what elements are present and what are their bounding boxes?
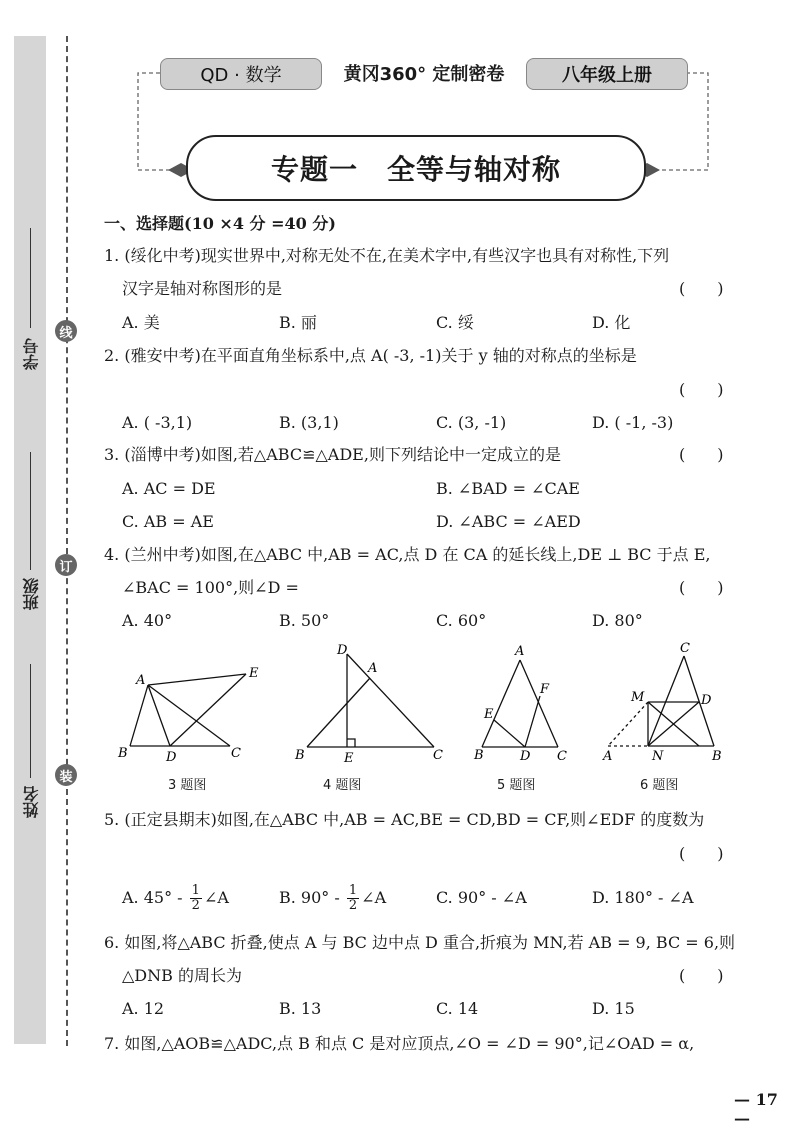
q5-option-a-angle: ∠A: [203, 888, 229, 907]
fig5-label-a: A: [515, 644, 525, 659]
topic-title-box: [186, 135, 646, 201]
fig4-seg-ba: [307, 678, 370, 747]
q1-line1: 1. (绥化中考)现实世界中,对称无处不在,在美术字中,有些汉字也具有对称性,下列: [104, 246, 670, 265]
q5-option-d[interactable]: D. 180° - ∠A: [592, 888, 694, 907]
q5-a-den: 2: [191, 898, 200, 913]
q4-option-d[interactable]: D. 80°: [592, 611, 643, 630]
fig4-label-c: C: [433, 748, 443, 763]
fig3-label-a: A: [136, 673, 146, 688]
brand-label: 黄冈360° 定制密卷: [343, 64, 505, 85]
fig6-label-b: B: [712, 749, 722, 764]
binding-mark-bind: 装: [55, 764, 77, 786]
fig4-label-a: A: [368, 661, 378, 676]
section-heading: 一、选择题(10 ×4 分 =40 分): [104, 214, 336, 233]
fig4-seg-dc: [347, 654, 434, 747]
q2-option-a[interactable]: A. ( -3,1): [122, 413, 193, 432]
fig5-label-f: F: [540, 682, 550, 697]
page-number: — 17 —: [734, 1090, 778, 1128]
fig6-caption: 6 题图: [640, 778, 679, 793]
q1-option-a[interactable]: A. 美: [122, 313, 160, 332]
binding-mark-staple: 订: [55, 554, 77, 576]
class-blank[interactable]: [30, 452, 31, 570]
q3-option-c[interactable]: C. AB = AE: [122, 512, 214, 531]
student-id-label: 学号: [22, 338, 41, 370]
q3-answer-blank[interactable]: ( ): [679, 445, 724, 464]
fig6-seg-ma: [608, 702, 648, 746]
fig3-seg-ab: [130, 685, 148, 746]
q2-option-b[interactable]: B. (3,1): [279, 413, 339, 432]
q5-answer-blank[interactable]: ( ): [679, 844, 724, 863]
fig5-label-d: D: [520, 749, 531, 764]
q4-option-b[interactable]: B. 50°: [279, 611, 330, 630]
fig3-seg-ad: [148, 685, 170, 746]
fig6-label-a: A: [603, 749, 613, 764]
fig3-label-d: D: [166, 750, 177, 765]
fig5-seg-df: [525, 696, 540, 747]
q2-option-d[interactable]: D. ( -1, -3): [592, 413, 674, 432]
q4-line1: 4. (兰州中考)如图,在△ABC 中,AB = AC,点 D 在 CA 的延长线上,DE ⊥ BC 于点 E,: [104, 545, 711, 564]
q6-option-a[interactable]: A. 12: [122, 999, 165, 1018]
fig5-label-c: C: [557, 749, 567, 764]
fig5-caption: 5 题图: [497, 778, 536, 793]
q1-option-d[interactable]: D. 化: [592, 313, 631, 332]
q2-line1: 2. (雅安中考)在平面直角坐标系中,点 A( -3, -1)关于 y 轴的对称点的坐标是: [104, 346, 637, 365]
fig4-caption: 4 题图: [323, 778, 362, 793]
fig3-label-e: E: [249, 666, 259, 681]
fig4-label-b: B: [295, 748, 305, 763]
q3-line1: 3. (淄博中考)如图,若△ABC≌△ADE,则下列结论中一定成立的是: [104, 445, 561, 464]
q5-option-b-angle: ∠A: [361, 888, 387, 907]
fig3-caption: 3 题图: [168, 778, 207, 793]
q5-option-a-fraction: [190, 884, 202, 913]
q6-option-b[interactable]: B. 13: [279, 999, 322, 1018]
fig6-label-m: M: [631, 690, 645, 705]
fig6-label-n: N: [652, 749, 664, 764]
q5-option-b[interactable]: [279, 880, 386, 916]
q6-line2: △DNB 的周长为: [122, 966, 242, 985]
fig4-label-e: E: [344, 751, 354, 766]
fig4-label-d: D: [337, 643, 348, 658]
q1-line2: 汉字是轴对称图形的是: [122, 279, 283, 298]
name-blank[interactable]: [30, 664, 31, 778]
q4-option-a[interactable]: A. 40°: [122, 611, 173, 630]
q1-option-b[interactable]: B. 丽: [279, 313, 317, 332]
q1-answer-blank[interactable]: ( ): [679, 279, 724, 298]
q2-answer-blank[interactable]: ( ): [679, 380, 724, 399]
q5-a-num: 1: [191, 883, 200, 898]
fig5-label-e: E: [484, 707, 494, 722]
fig3-seg-ae: [148, 674, 246, 685]
q3-option-a[interactable]: A. AC = DE: [122, 479, 216, 498]
fig6-label-c: C: [680, 641, 690, 656]
q5-option-c[interactable]: C. 90° - ∠A: [436, 888, 527, 907]
q1-option-c[interactable]: C. 绥: [436, 313, 474, 332]
q6-option-c[interactable]: C. 14: [436, 999, 479, 1018]
page-title: 专题一 全等与轴对称: [270, 153, 561, 186]
class-label: 班级: [22, 578, 41, 610]
fig3-label-b: B: [118, 746, 128, 761]
q6-option-d[interactable]: D. 15: [592, 999, 635, 1018]
q5-b-num: 1: [348, 883, 358, 898]
q6-answer-blank[interactable]: ( ): [679, 966, 724, 985]
fig5-label-b: B: [474, 748, 484, 763]
q4-answer-blank[interactable]: ( ): [679, 578, 724, 597]
grade-pill: 八年级上册: [526, 58, 688, 90]
q3-option-d[interactable]: D. ∠ABC = ∠AED: [436, 512, 581, 531]
fig6-seg-cn: [648, 656, 684, 746]
q5-line1: 5. (正定县期末)如图,在△ABC 中,AB = AC,BE = CD,BD = CF,则∠EDF 的度数为: [104, 810, 705, 829]
fig3-label-c: C: [231, 746, 241, 761]
q2-option-c[interactable]: C. (3, -1): [436, 413, 507, 432]
q7-line1: 7. 如图,△AOB≌△ADC,点 B 和点 C 是对应顶点,∠O = ∠D = 90°,记∠OAD = α,: [104, 1034, 695, 1053]
fig5-seg-ab: [482, 660, 520, 747]
fig5-seg-ed: [494, 720, 525, 747]
fig4-right-angle: [347, 739, 355, 747]
q4-line2: ∠BAC = 100°,则∠D =: [122, 578, 299, 597]
q6-line1: 6. 如图,将△ABC 折叠,使点 A 与 BC 边中点 D 重合,折痕为 MN,若 AB = 9, BC = 6,则: [104, 933, 736, 952]
fig6-label-d: D: [701, 693, 712, 708]
subject-pill: QD · 数学: [160, 58, 322, 90]
q5-b-den: 2: [348, 898, 358, 913]
fig3-seg-ac: [148, 685, 230, 746]
q5-option-b-fraction: [347, 884, 359, 913]
fig5-seg-ac: [520, 660, 558, 747]
student-id-blank[interactable]: [30, 228, 31, 328]
q5-option-a[interactable]: [122, 880, 229, 916]
name-label: 姓名: [22, 786, 41, 818]
q5-option-b-prefix: B. 90° -: [279, 888, 340, 907]
q4-option-c[interactable]: C. 60°: [436, 611, 487, 630]
binding-mark-line: 线: [55, 320, 77, 342]
q3-option-b[interactable]: B. ∠BAD = ∠CAE: [436, 479, 580, 498]
q5-option-a-prefix: A. 45° -: [122, 888, 183, 907]
